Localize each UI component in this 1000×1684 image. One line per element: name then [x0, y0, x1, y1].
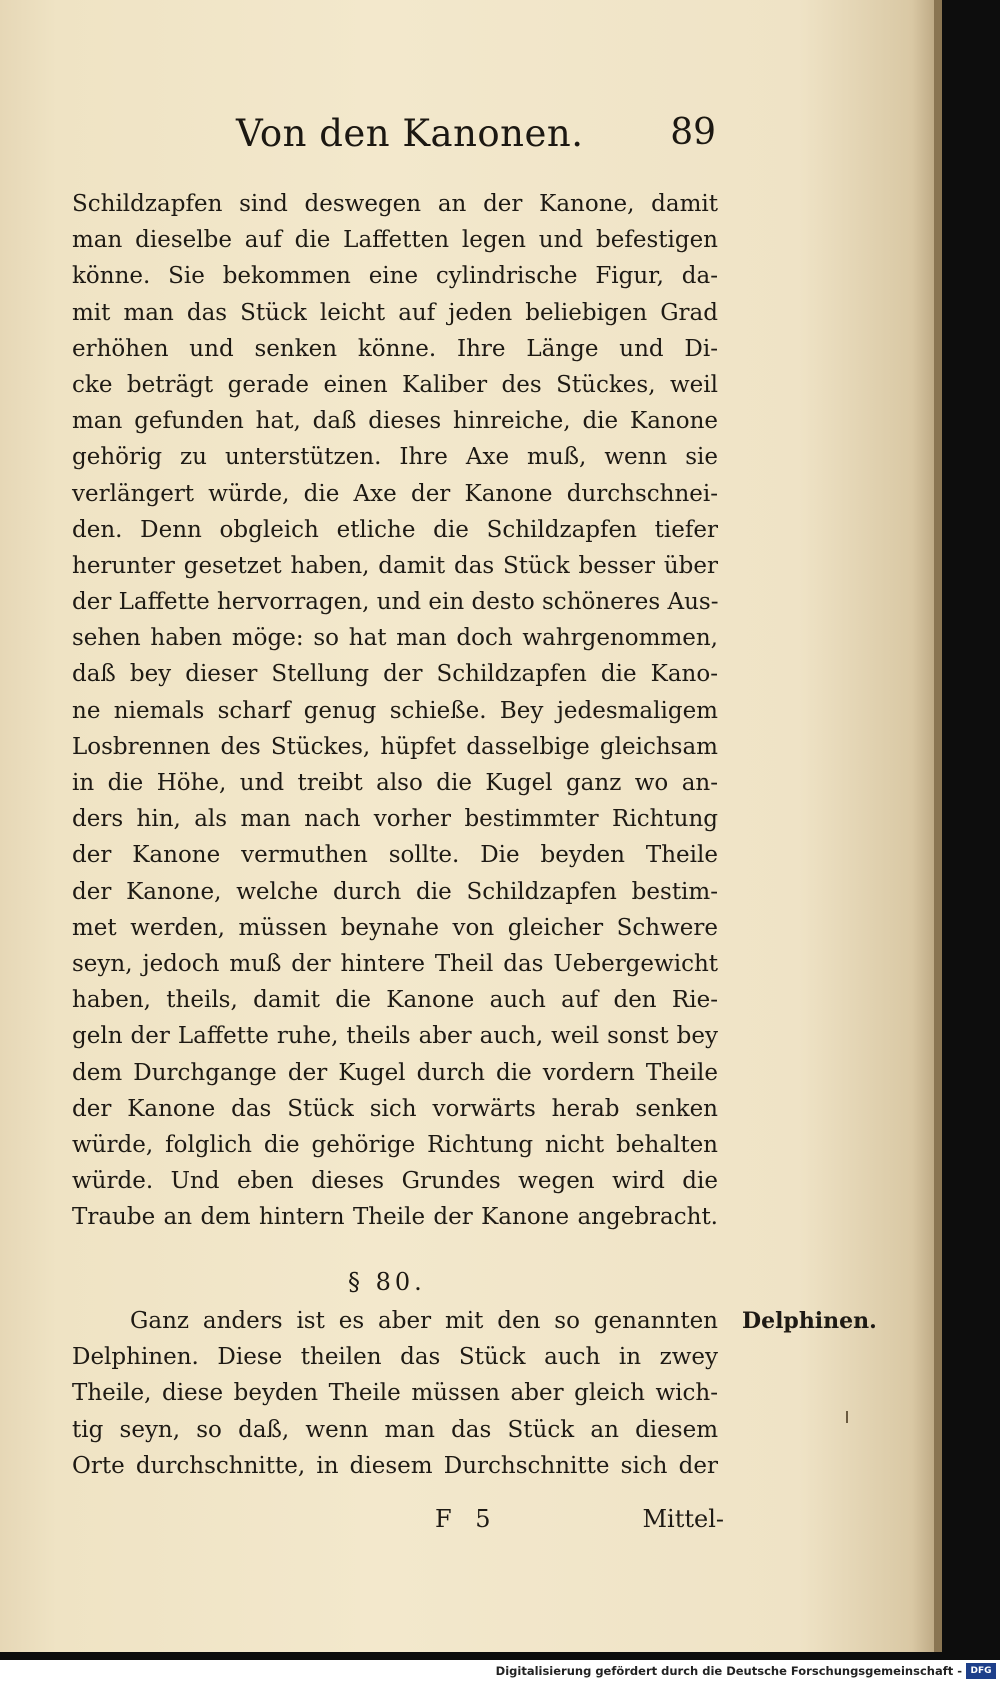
margin-note: Delphinen. [742, 1308, 877, 1334]
text-line: haben, theils, damit die Kanone auch auf den Rie- [72, 987, 718, 1014]
text-line: geln der Laffette ruhe, theils aber auch, weil sonst bey [72, 1023, 718, 1050]
text-line: gehörig zu unterstützen. Ihre Axe muß, wenn sie [72, 444, 718, 471]
text-line: Ganz anders ist es aber mit den so genannten [130, 1308, 718, 1334]
text-line: in die Höhe, und treibt also die Kugel ganz wo an- [72, 770, 718, 796]
page-header [236, 112, 716, 172]
paragraph-2 [72, 1303, 718, 1484]
text-line: ne niemals scharf genug schieße. Bey jedesmaligem [72, 697, 718, 724]
text-line: Losbrennen des Stückes, hüpfet dasselbige gleichsam [72, 733, 718, 760]
text-line: daß bey dieser Stellung der Schildzapfen die Kano- [72, 661, 718, 688]
page-footer [72, 1505, 724, 1545]
ink-speck [846, 1411, 848, 1423]
signature-mark: F 5 [435, 1505, 499, 1533]
text-line: erhöhen und senken könne. Ihre Länge und Di- [72, 335, 718, 362]
catchword: Mittel- [642, 1505, 724, 1533]
running-title: Von den Kanonen. [236, 112, 584, 155]
text-line: Theile, diese beyden Theile müssen aber gleich wich- [72, 1380, 718, 1407]
text-line: tig seyn, so daß, wenn man das Stück an diesem [72, 1416, 718, 1443]
text-line: mit man das Stück leicht auf jeden beliebigen Grad [72, 299, 718, 326]
text-line: man dieselbe auf die Laffetten legen und befestigen [72, 227, 718, 254]
text-line: met werden, müssen beynahe von gleicher Schwere [72, 914, 718, 941]
text-line: der Laffette hervorragen, und ein desto schöneres Aus- [72, 589, 719, 616]
text-line: ders hin, als man nach vorher bestimmter Richtung [72, 806, 718, 833]
page-edge [934, 0, 942, 1652]
text-line: würde, folglich die gehörige Richtung nicht behalten [72, 1131, 718, 1158]
section-heading: § 80. [348, 1268, 426, 1296]
paragraph-1 [72, 186, 718, 1235]
text-line: herunter gesetzet haben, damit das Stück besser über [72, 552, 718, 579]
text-line: der Kanone vermuthen sollte. Die beyden Theile [72, 842, 718, 869]
text-line: cke beträgt gerade einen Kaliber des Stückes, weil [72, 371, 718, 398]
credit-bar [0, 1660, 1000, 1684]
text-line: man gefunden hat, daß dieses hinreiche, die Kanone [72, 408, 718, 435]
text-line: Delphinen. Diese theilen das Stück auch in zwey [72, 1344, 718, 1371]
text-line: den. Denn obgleich etliche die Schildzapfen tiefer [72, 516, 718, 543]
text-line: dem Durchgange der Kugel durch die vordern Theile [72, 1059, 718, 1086]
text-line: Traube an dem hintern Theile der Kanone angebracht. [72, 1204, 718, 1231]
page-number: 89 [670, 112, 716, 153]
dfg-logo-icon: DFG [966, 1663, 996, 1679]
text-line: seyn, jedoch muß der hintere Theil das Uebergewicht [72, 950, 718, 977]
text-line: verlängert würde, die Axe der Kanone durchschnei- [72, 480, 718, 507]
text-line: sehen haben möge: so hat man doch wahrgenommen, [72, 625, 718, 652]
text-line: der Kanone das Stück sich vorwärts herab senken [72, 1095, 718, 1122]
text-line: könne. Sie bekommen eine cylindrische Figur, da- [72, 263, 718, 290]
text-line: Orte durchschnitte, in diesem Durchschnitte sich der [72, 1452, 718, 1479]
text-line: der Kanone, welche durch die Schildzapfen bestim- [72, 878, 718, 905]
text-line: Schildzapfen sind deswegen an der Kanone, damit [72, 191, 718, 217]
credit-text: Digitalisierung gefördert durch die Deutsche Forschungsgemeinschaft - [495, 1664, 962, 1678]
text-line: würde. Und eben dieses Grundes wegen wird die [72, 1168, 718, 1195]
